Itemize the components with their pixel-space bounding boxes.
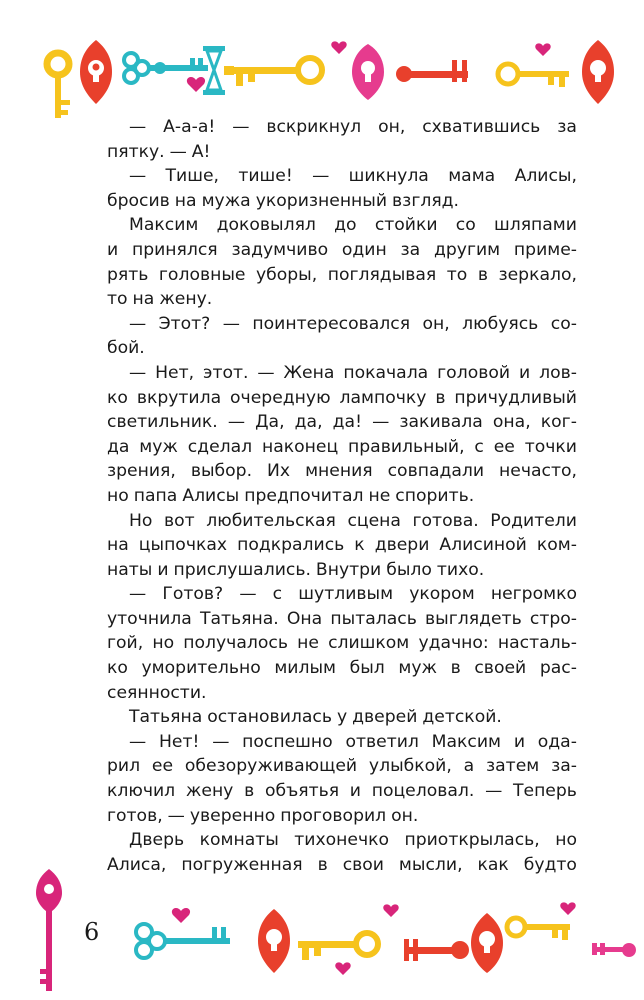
magenta-key-icon bbox=[36, 869, 62, 991]
word: Да, bbox=[255, 412, 285, 433]
yellow-key-icon bbox=[498, 64, 569, 87]
word: в bbox=[317, 854, 328, 875]
text-line bbox=[107, 730, 577, 755]
red-keyhole-icon bbox=[258, 909, 290, 973]
word: мнения bbox=[305, 461, 373, 482]
word: цыпочках bbox=[138, 535, 228, 556]
word: объятья bbox=[264, 781, 340, 802]
word: светильник. bbox=[107, 412, 218, 433]
yellow-key-icon bbox=[224, 58, 322, 86]
text-line bbox=[107, 386, 577, 411]
word: не bbox=[368, 485, 391, 506]
text-line bbox=[107, 681, 577, 706]
word: он. bbox=[391, 805, 419, 826]
word: — bbox=[232, 117, 250, 137]
word: совпадали bbox=[387, 461, 485, 482]
text-line bbox=[107, 754, 577, 779]
text-line bbox=[107, 607, 577, 632]
word: лампочку bbox=[339, 387, 427, 408]
word: Алисы bbox=[182, 485, 240, 506]
word: покачала bbox=[343, 362, 429, 383]
word: — bbox=[372, 412, 390, 433]
word: другим bbox=[433, 239, 501, 260]
word: за bbox=[557, 117, 577, 137]
word: Максим bbox=[129, 215, 199, 236]
word: был bbox=[349, 658, 385, 679]
text-line bbox=[107, 115, 577, 140]
red-key-icon bbox=[396, 60, 468, 82]
word: со bbox=[455, 215, 476, 236]
yellow-key-icon bbox=[507, 918, 570, 940]
word: ко bbox=[107, 387, 128, 408]
word: вскрикнул bbox=[266, 117, 362, 137]
heart-icon bbox=[331, 41, 346, 54]
word: сцена bbox=[347, 510, 401, 531]
word: пятку. bbox=[107, 141, 165, 162]
word: Нет, bbox=[155, 362, 195, 383]
word: сеянности. bbox=[107, 682, 207, 703]
word: уборы, bbox=[255, 264, 318, 285]
word: как bbox=[477, 854, 509, 875]
red-keyhole-icon bbox=[80, 40, 112, 104]
word: проговорил bbox=[280, 805, 387, 826]
word: а bbox=[463, 756, 475, 777]
word: Теперь bbox=[513, 781, 577, 802]
body-text bbox=[107, 115, 577, 877]
word: слишком bbox=[328, 633, 410, 654]
word: точки bbox=[524, 436, 577, 457]
word: не bbox=[297, 633, 319, 654]
text-line bbox=[107, 140, 577, 165]
word: Татьяна. bbox=[199, 608, 279, 629]
word: — bbox=[222, 313, 240, 334]
bottom-key-ornament bbox=[0, 865, 644, 1000]
word: Их bbox=[267, 461, 291, 482]
word: лов- bbox=[539, 362, 577, 383]
word: муж bbox=[398, 658, 437, 679]
text-line bbox=[107, 705, 577, 730]
word: — bbox=[129, 584, 147, 605]
word: мысли, bbox=[398, 854, 463, 875]
word: подкрались bbox=[237, 535, 345, 556]
word: с bbox=[272, 584, 283, 605]
word: тише! bbox=[238, 166, 293, 187]
word: свои bbox=[342, 854, 384, 875]
word: прислушались. bbox=[173, 559, 311, 580]
word: детской. bbox=[422, 707, 502, 728]
word: стойки bbox=[374, 215, 438, 236]
word: любительская bbox=[206, 510, 336, 531]
word: укором bbox=[409, 584, 475, 605]
word: у bbox=[336, 707, 348, 728]
word: ее bbox=[151, 756, 174, 777]
word: причудливый bbox=[454, 387, 577, 408]
word: — bbox=[129, 166, 147, 187]
word: Готов? bbox=[162, 584, 224, 605]
text-line bbox=[107, 779, 577, 804]
word: сделал bbox=[187, 436, 253, 457]
word: рять bbox=[107, 264, 149, 285]
text-line bbox=[107, 804, 577, 829]
word: Дверь bbox=[129, 830, 185, 851]
word: — bbox=[167, 805, 185, 826]
page-number: 6 bbox=[84, 918, 100, 946]
word: да, bbox=[294, 412, 323, 433]
word: схватившись bbox=[422, 117, 541, 137]
teal-ornate-key-icon bbox=[124, 53, 208, 83]
word: — bbox=[129, 117, 147, 137]
word: папа bbox=[133, 485, 178, 506]
heart-icon bbox=[187, 77, 205, 92]
word: Алиса, bbox=[107, 854, 167, 875]
word: Этот? bbox=[158, 313, 211, 334]
word: но bbox=[107, 485, 129, 506]
word: поглядывая bbox=[327, 264, 437, 285]
word: и bbox=[349, 781, 361, 802]
word: поинтересовался bbox=[252, 313, 411, 334]
word: — bbox=[169, 141, 187, 162]
text-line bbox=[107, 484, 577, 509]
word: комнаты bbox=[199, 830, 279, 851]
word: взгляд. bbox=[392, 190, 460, 211]
text-line bbox=[107, 459, 577, 484]
word: — bbox=[239, 584, 257, 605]
text-line bbox=[107, 533, 577, 558]
word: выбор. bbox=[190, 461, 253, 482]
word: будто bbox=[523, 854, 577, 875]
word: за bbox=[400, 239, 421, 260]
word: выглядеть bbox=[425, 608, 522, 629]
word: удачно: bbox=[418, 633, 489, 654]
word: Внутри bbox=[315, 559, 382, 580]
red-keyhole-icon bbox=[582, 40, 614, 104]
word: тихо. bbox=[436, 559, 485, 580]
word: — bbox=[129, 313, 147, 334]
heart-icon bbox=[383, 904, 398, 917]
word: зрения, bbox=[107, 461, 176, 482]
word: уморительно bbox=[141, 658, 261, 679]
text-line bbox=[107, 189, 577, 214]
word: — bbox=[129, 362, 147, 383]
text-line bbox=[107, 435, 577, 460]
text-line bbox=[107, 312, 577, 337]
word: вот bbox=[164, 510, 195, 531]
word: стро- bbox=[529, 608, 577, 629]
pink-keyhole-icon bbox=[352, 44, 384, 100]
word: то bbox=[446, 264, 468, 285]
word: затем bbox=[486, 756, 540, 777]
word: уточнила bbox=[107, 608, 192, 629]
word: рас- bbox=[539, 658, 577, 679]
text-line bbox=[107, 410, 577, 435]
word: своей bbox=[474, 658, 527, 679]
word: на bbox=[174, 190, 197, 211]
word: и bbox=[107, 239, 119, 260]
text-line bbox=[107, 164, 577, 189]
word: в bbox=[435, 387, 446, 408]
text-line bbox=[107, 336, 577, 361]
word: в bbox=[450, 658, 461, 679]
word: один bbox=[341, 239, 387, 260]
word: рил bbox=[107, 756, 141, 777]
word: жену bbox=[185, 781, 234, 802]
text-line bbox=[107, 582, 577, 607]
text-line bbox=[107, 631, 577, 656]
word: со- bbox=[550, 313, 577, 334]
word: принялся bbox=[131, 239, 218, 260]
text-line bbox=[107, 263, 577, 288]
word: приоткрылась, bbox=[404, 830, 540, 851]
word: — bbox=[212, 731, 230, 752]
word: — bbox=[257, 362, 275, 383]
word: он, bbox=[378, 117, 406, 137]
text-line bbox=[107, 238, 577, 263]
word: — bbox=[485, 781, 503, 802]
word: вкрутила bbox=[136, 387, 222, 408]
word: на bbox=[107, 535, 129, 556]
word: дверей bbox=[352, 707, 418, 728]
word: мужа bbox=[201, 190, 251, 211]
word: — bbox=[129, 731, 147, 752]
word: бой. bbox=[107, 338, 145, 359]
text-line bbox=[107, 558, 577, 583]
word: Максим bbox=[431, 731, 502, 752]
word: бросив bbox=[107, 190, 170, 211]
word: остановилась bbox=[207, 707, 332, 728]
word: Но bbox=[129, 510, 153, 531]
word: получалось bbox=[183, 633, 288, 654]
heart-icon bbox=[560, 902, 575, 915]
word: в bbox=[244, 781, 255, 802]
heart-icon bbox=[535, 43, 550, 56]
word: Она bbox=[286, 608, 323, 629]
word: спорить. bbox=[395, 485, 475, 506]
word: Алисы, bbox=[514, 166, 577, 187]
word: задумчиво bbox=[231, 239, 329, 260]
word: то bbox=[107, 289, 128, 310]
word: в bbox=[477, 264, 488, 285]
word: двери bbox=[374, 535, 430, 556]
word: Жена bbox=[283, 362, 335, 383]
red-key-icon bbox=[404, 939, 469, 961]
word: милым bbox=[274, 658, 336, 679]
word: А! bbox=[191, 141, 211, 162]
word: ко bbox=[107, 658, 128, 679]
word: ответил bbox=[345, 731, 419, 752]
word: шикнула bbox=[348, 166, 429, 187]
word: да bbox=[107, 436, 130, 457]
word: тихонечко bbox=[294, 830, 390, 851]
word: А-а-а! bbox=[163, 117, 216, 137]
word: головой bbox=[437, 362, 511, 383]
word: на bbox=[132, 289, 155, 310]
word: Нет! bbox=[158, 731, 200, 752]
word: гой, bbox=[107, 633, 144, 654]
word: готов, bbox=[107, 805, 163, 826]
heart-icon bbox=[335, 962, 350, 975]
word: пыталась bbox=[330, 608, 417, 629]
word: ключил bbox=[107, 781, 176, 802]
word: шляпами bbox=[493, 215, 577, 236]
word: — bbox=[312, 166, 330, 187]
text-line bbox=[107, 213, 577, 238]
word: Алисиной bbox=[439, 535, 527, 556]
word: Родители bbox=[490, 510, 577, 531]
pink-key-icon bbox=[592, 943, 636, 957]
yellow-key-icon bbox=[47, 53, 70, 118]
word: до bbox=[334, 215, 357, 236]
text-line bbox=[107, 509, 577, 534]
word: поспешно bbox=[242, 731, 333, 752]
word: закивала bbox=[399, 412, 483, 433]
word: ода- bbox=[537, 731, 577, 752]
word: и bbox=[513, 731, 525, 752]
word: уверенно bbox=[189, 805, 276, 826]
word: мама bbox=[448, 166, 496, 187]
word: очередную bbox=[230, 387, 331, 408]
text-line bbox=[107, 361, 577, 386]
word: приме- bbox=[513, 239, 577, 260]
text-line bbox=[107, 287, 577, 312]
word: улыбкой, bbox=[368, 756, 452, 777]
word: да! bbox=[332, 412, 362, 433]
word: Татьяна bbox=[129, 707, 203, 728]
text-line bbox=[107, 828, 577, 853]
word: шутливым bbox=[298, 584, 394, 605]
word: и bbox=[518, 362, 531, 383]
word: погруженная bbox=[181, 854, 303, 875]
heart-icon bbox=[172, 908, 190, 923]
word: ком- bbox=[536, 535, 577, 556]
word: и bbox=[157, 559, 169, 580]
word: поцеловал. bbox=[371, 781, 475, 802]
word: негромко bbox=[490, 584, 577, 605]
word: ког- bbox=[540, 412, 577, 433]
word: головные bbox=[158, 264, 246, 285]
word: зеркало, bbox=[498, 264, 577, 285]
word: за- bbox=[551, 756, 577, 777]
word: но bbox=[555, 830, 577, 851]
word: правильный, bbox=[348, 436, 465, 457]
red-keyhole-icon bbox=[471, 913, 503, 973]
word: обезоруживающей bbox=[184, 756, 358, 777]
word: жену. bbox=[159, 289, 213, 310]
word: — bbox=[227, 412, 246, 433]
top-key-ornament bbox=[0, 0, 644, 120]
word: этот. bbox=[203, 362, 249, 383]
word: ее bbox=[493, 436, 515, 457]
word: предпочитал bbox=[244, 485, 364, 506]
word: наты bbox=[107, 559, 153, 580]
word: он, bbox=[422, 313, 450, 334]
text-line bbox=[107, 656, 577, 681]
word: любуясь bbox=[462, 313, 539, 334]
word: наконец bbox=[262, 436, 339, 457]
word: муж bbox=[139, 436, 178, 457]
word: с bbox=[474, 436, 484, 457]
word: нечасто, bbox=[499, 461, 577, 482]
word: Тише, bbox=[165, 166, 219, 187]
word: доковылял bbox=[216, 215, 316, 236]
word: было bbox=[386, 559, 432, 580]
teal-ornate-key-icon bbox=[136, 924, 230, 958]
word: насталь- bbox=[497, 633, 577, 654]
word: готова. bbox=[412, 510, 479, 531]
yellow-key-icon bbox=[298, 933, 378, 960]
word: укоризненный bbox=[255, 190, 388, 211]
word: она, bbox=[492, 412, 531, 433]
word: но bbox=[152, 633, 175, 654]
word: к bbox=[354, 535, 365, 556]
